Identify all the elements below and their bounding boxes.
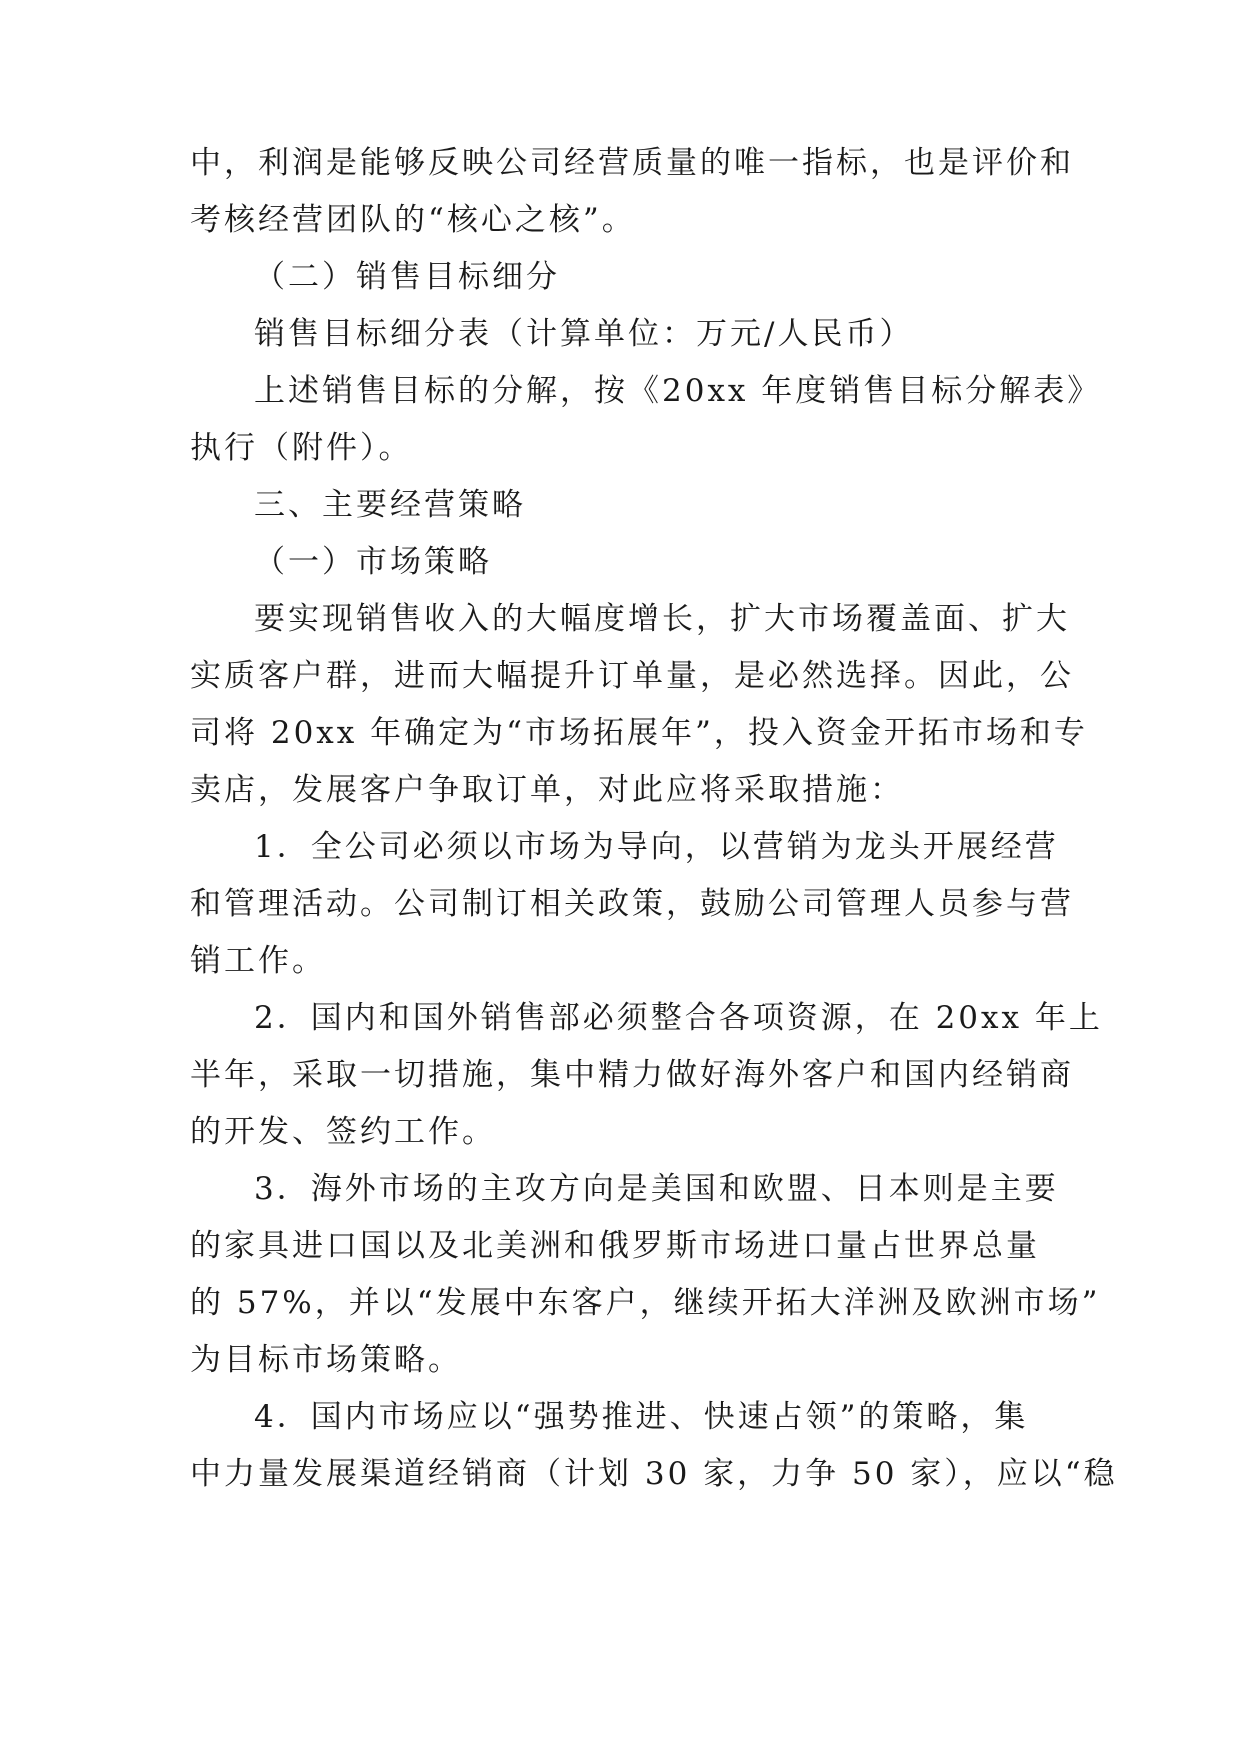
- table-caption: 销售目标细分表（计算单位：万元/人民币）: [254, 316, 914, 352]
- paragraph-line: 销工作。: [190, 943, 326, 979]
- paragraph-line: 中，利润是能够反映公司经营质量的唯一指标，也是评价和: [190, 145, 1074, 181]
- paragraph-line: 半年，采取一切措施，集中精力做好海外客户和国内经销商: [190, 1057, 1074, 1093]
- list-item-3: 3．海外市场的主攻方向是美国和欧盟、日本则是主要: [254, 1171, 1059, 1207]
- paragraph-line: 中力量发展渠道经销商（计划 30 家，力争 50 家），应以“稳: [190, 1456, 1118, 1492]
- paragraph-line: 上述销售目标的分解，按《20xx 年度销售目标分解表》: [254, 373, 1102, 409]
- paragraph-line: 实质客户群，进而大幅提升订单量，是必然选择。因此，公: [190, 658, 1074, 694]
- section-subheading: （二）销售目标细分: [254, 259, 560, 295]
- paragraph-line: 和管理活动。公司制订相关政策，鼓励公司管理人员参与营: [190, 886, 1074, 922]
- paragraph-line: 的 57%，并以“发展中东客户，继续开拓大洋洲及欧洲市场”: [190, 1285, 1101, 1321]
- paragraph-line: 卖店，发展客户争取订单，对此应将采取措施：: [190, 772, 904, 808]
- paragraph-line: 执行（附件）。: [190, 430, 413, 466]
- paragraph-line: 考核经营团队的“核心之核”。: [190, 202, 636, 238]
- paragraph-line: 的开发、签约工作。: [190, 1114, 496, 1150]
- section-subheading: （一）市场策略: [254, 544, 492, 580]
- paragraph-line: 司将 20xx 年确定为“市场拓展年”，投入资金开拓市场和专: [190, 715, 1088, 751]
- paragraph-line: 要实现销售收入的大幅度增长，扩大市场覆盖面、扩大: [254, 601, 1070, 637]
- list-item-4: 4．国内市场应以“强势推进、快速占领”的策略，集: [254, 1399, 1029, 1435]
- list-item-1: 1．全公司必须以市场为导向，以营销为龙头开展经营: [254, 829, 1059, 865]
- section-heading: 三、主要经营策略: [254, 487, 526, 523]
- paragraph-line: 的家具进口国以及北美洲和俄罗斯市场进口量占世界总量: [190, 1228, 1040, 1264]
- paragraph-line: 为目标市场策略。: [190, 1342, 462, 1378]
- list-item-2: 2．国内和国外销售部必须整合各项资源，在 20xx 年上: [254, 1000, 1103, 1036]
